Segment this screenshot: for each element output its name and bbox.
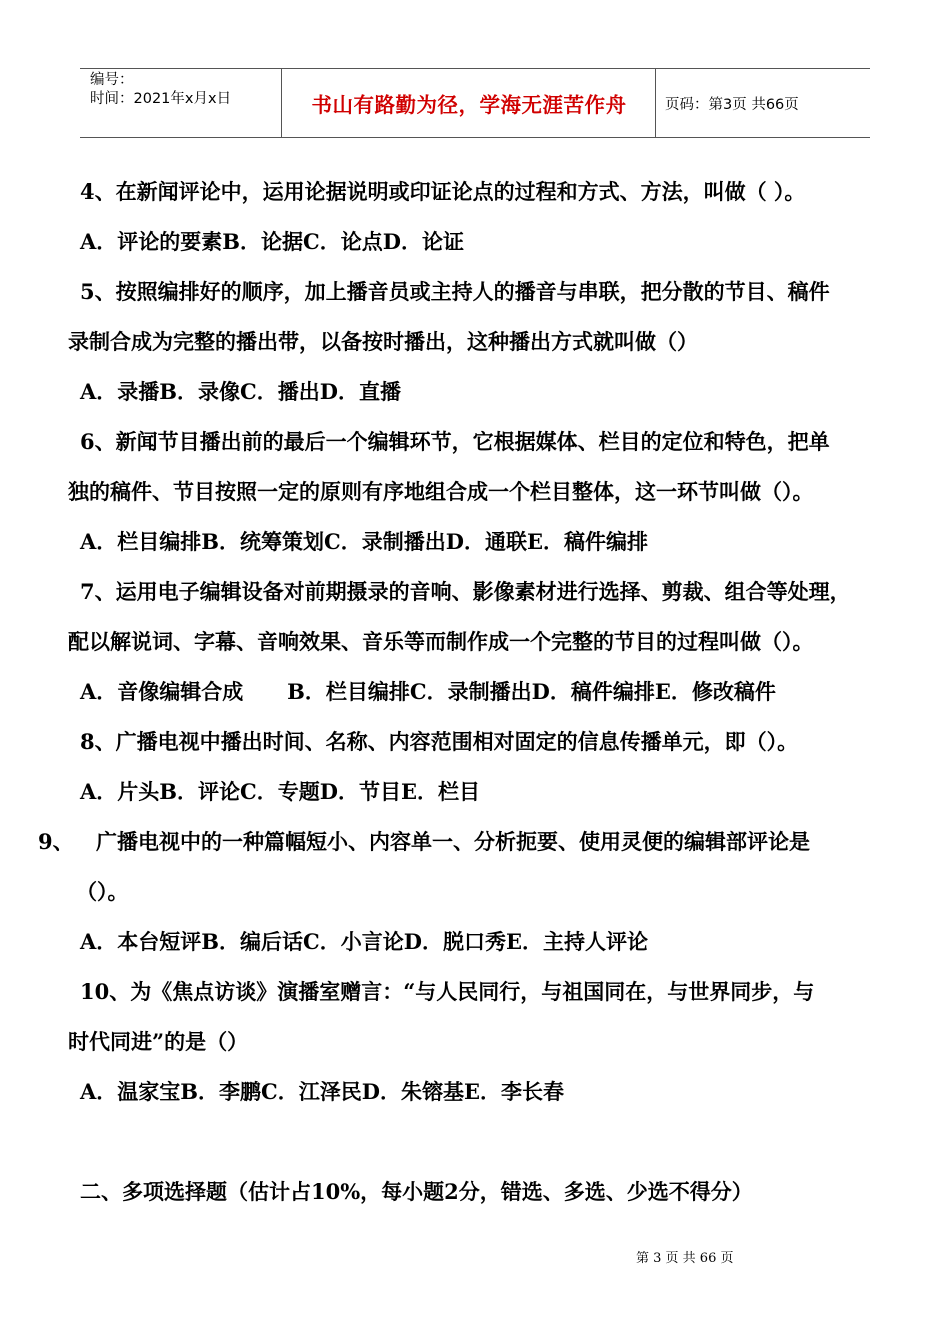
header-time: 时间：2021年x月x日 (90, 91, 232, 107)
header-number: 编号： (90, 72, 134, 88)
q10-stem-line-2: 时代同进”的是（） (68, 1029, 249, 1054)
page-footer: 第 3 页 共 66 页 (636, 1251, 734, 1266)
q8-stem-line-1: 8、广播电视中播出时间、名称、内容范围相对固定的信息传播单元，即（）。 (80, 729, 799, 754)
header-meta (90, 71, 231, 109)
q6-options: A．栏目编排B．统筹策划C．录制播出D．通联E．稿件编排 (80, 529, 648, 554)
q5-stem-line-2: 录制合成为完整的播出带，以备按时播出，这种播出方式就叫做（） (68, 329, 698, 354)
section-title: 二、多项选择题（估计占10%，每小题2分，错选、多选、少选不得分） (80, 1179, 753, 1204)
q7-options: A．音像编辑合成 B．栏目编排C．录制播出D．稿件编排E．修改稿件 (80, 679, 776, 704)
q9-options: A．本台短评B．编后话C．小言论D．脱口秀E．主持人评论 (80, 929, 648, 954)
q7-stem-line-1: 7、运用电子编辑设备对前期摄录的音响、影像素材进行选择、剪裁、组合等处理， (80, 579, 851, 604)
q9-stem-line-2: （）。 (76, 879, 129, 904)
page-header (80, 68, 870, 138)
q6-stem-line-2: 独的稿件、节目按照一定的原则有序地组合成一个栏目整体，这一环节叫做（）。 (68, 479, 814, 504)
q10-stem-line-1: 10、为《焦点访谈》演播室赠言：“与人民同行，与祖国同在，与世界同步，与 (80, 979, 815, 1004)
q9-stem-line-1: 广播电视中的一种篇幅短小、内容单一、分析扼要、使用灵便的编辑部评论是 (96, 829, 810, 854)
q10-options: A．温家宝B．李鹏C．江泽民D．朱镕基E．李长春 (80, 1079, 564, 1104)
q4-stem-line-1: 4、在新闻评论中，运用论据说明或印证论点的过程和方式、方法，叫做（ ）。 (80, 179, 806, 204)
header-motto: 书山有路勤为径，学海无涯苦作舟 (311, 93, 627, 117)
q4-options: A．评论的要素B．论据C．论点D．论证 (80, 229, 464, 254)
q9-number: 9、 (38, 829, 74, 854)
q7-stem-line-2: 配以解说词、字幕、音响效果、音乐等而制作成一个完整的节目的过程叫做（）。 (68, 629, 814, 654)
q8-options: A．片头B．评论C．专题D．节目E．栏目 (80, 779, 480, 804)
q6-stem-line-1: 6、新闻节目播出前的最后一个编辑环节，它根据媒体、栏目的定位和特色，把单 (80, 429, 830, 454)
q5-options: A．录播B．录像C．播出D．直播 (80, 379, 401, 404)
header-page-number: 页码：第3页 共66页 (665, 96, 799, 113)
q5-stem-line-1: 5、按照编排好的顺序，加上播音员或主持人的播音与串联，把分散的节目、稿件 (80, 279, 830, 304)
